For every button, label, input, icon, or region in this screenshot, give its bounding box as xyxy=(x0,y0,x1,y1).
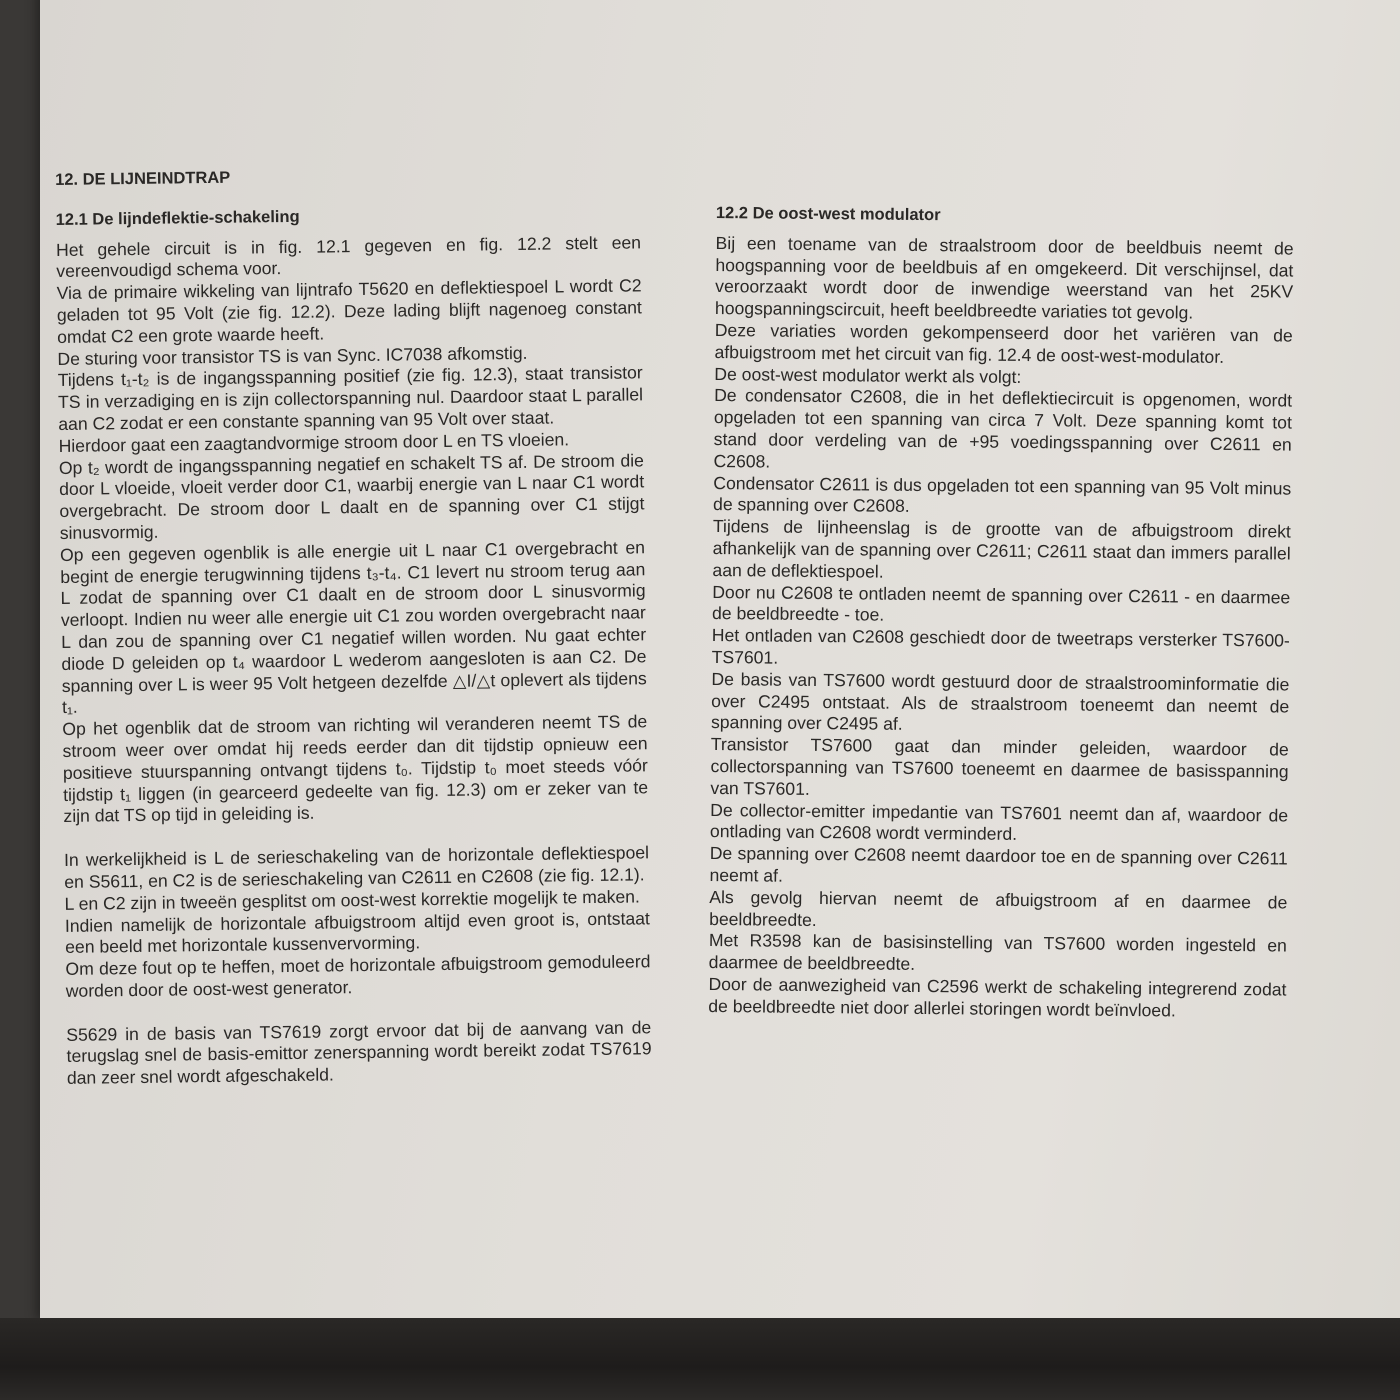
chapter-title: DE LIJNEINDTRAP xyxy=(82,168,231,189)
section-title: De oost-west modulator xyxy=(752,204,941,225)
paragraph: De sturing voor transistor TS is van Sync. IC7038 afkomstig. xyxy=(57,342,528,369)
paragraph: Condensator C2611 is dus opgeladen tot een spanning van 95 Volt minus de spanning over C2608. xyxy=(713,472,1292,517)
paragraph: Om deze fout op te heffen, moet de horizontale afbuigstroom gemoduleerd worden door de oost-west generator. xyxy=(65,951,651,1001)
section-number: 12.2 xyxy=(715,203,749,223)
dark-background-strip xyxy=(0,1318,1400,1400)
paragraph: Door nu C2608 te ontladen neemt de spanning over C2611 - en daarmee de beeldbreedte - toe. xyxy=(711,581,1291,625)
section-title: De lijndeflektie-schakeling xyxy=(92,207,300,229)
paragraph: Tijdens t₁-t₂ is de ingangsspanning positief (zie fig. 12.3), staat transistor TS in verzadiging en is zijn collectorspanning nul. Daardoor staat L parallel aan C2 zodat er een constante spanning van 95 Volt over staat. xyxy=(57,362,644,434)
paragraph: S5629 in de basis van TS7619 zorgt ervoor dat bij de aanvang van de terugslag snel de basis-emittor zenerspanning wordt bereikt zodat TS7619 dan zeer snel wordt afgeschakeld. xyxy=(66,1016,652,1089)
left-column xyxy=(55,162,652,1090)
section-heading-12-1 xyxy=(56,202,641,231)
paragraph: De condensator C2608, die in het deflektiecircuit is opgenomen, wordt opgeladen tot een spanning van circa 7 Volt. Deze spanning komt tot stand door verdeling van de +95 voedingsspanning over C2611 en C2608. xyxy=(713,385,1293,472)
paragraph: Tijdens de lijnheenslag is de grootte van de afbuigstroom direkt afhankelijk van de spanning over C2611; C2611 staat dan immers parallel aan de deflektiespoel. xyxy=(712,516,1291,582)
paragraph: Op het ogenblik dat de stroom van richting wil veranderen neemt TS de stroom weer over omdat hij reeds eerder dan dit tijdstip opnieuw een positieve stuurspanning ontvangt tijdens t₀. Tijdstip t₀ moet steeds vóór tijdstip t₁ liggen (in gearceerd gedeelte van fig. 12.3) om er zeker van te zijn dat TS op tijd in geleiding is. xyxy=(62,711,649,827)
paragraph: Indien namelijk de horizontale afbuigstroom altijd even groot is, ontstaat een beeld met horizontale kussenvervorming. xyxy=(64,907,650,958)
paragraph: Met R3598 kan de basisinstelling van TS7600 worden ingesteld en daarmee de beeldbreedte. xyxy=(708,930,1287,975)
chapter-number: 12. xyxy=(55,170,79,189)
paragraph: Op t₂ wordt de ingangsspanning negatief en schakelt TS af. De stroom die door L vloeide, vloeit verder door C1, waarbij energie van L naar C1 wordt overgebracht. De stroom door L daalt en de spanning over C1 stijgt sinusvormig. xyxy=(58,449,645,543)
paragraph: De spanning over C2608 neemt daardoor toe en de spanning over C2611 neemt af. xyxy=(709,843,1288,886)
right-column xyxy=(708,203,1294,1023)
paragraph: Het gehele circuit is in fig. 12.1 gegeven en fig. 12.2 stelt een vereenvoudigd schema voor. xyxy=(55,231,642,282)
paragraph: Deze variaties worden gekompenseerd door het variëren van de afbuigstroom met het circuit van fig. 12.4 de oost-west-modulator. xyxy=(714,319,1293,367)
paragraph: Het ontladen van C2608 geschiedt door de tweetraps versterker TS7600-TS7601. xyxy=(711,625,1290,668)
paragraph: De basis van TS7600 wordt gestuurd door de straalstroominformatie die over C2495 ontstaat. Als de straalstroom toeneemt dan neemt de spanning over C2495 af. xyxy=(710,668,1290,735)
paragraph: Als gevolg hiervan neemt de afbuigstroom af en daarmee de beeldbreedte. xyxy=(709,886,1288,930)
paragraph: Transistor TS7600 gaat dan minder geleiden, waardoor de collectorspanning van TS7600 toeneemt en daarmee de basisspanning van TS7601. xyxy=(710,734,1289,799)
section-heading-12-2 xyxy=(716,203,1294,230)
section-number: 12.1 xyxy=(55,210,88,229)
paragraph: De collector-emitter impedantie van TS7601 neemt dan af, waardoor de ontlading van C2608 wordt verminderd. xyxy=(709,799,1289,845)
paragraph: L en C2 zijn in tweeën gesplitst om oost-west korrektie mogelijk te maken. xyxy=(64,886,640,914)
paragraph: Door de aanwezigheid van C2596 werkt de schakeling integrerend zodat de beeldbreedte niet door allerlei storingen wordt beïnvloed. xyxy=(708,973,1287,1021)
paragraph: Bij een toename van de straalstroom door de beeldbuis neemt de hoogspanning voor de beeldbuis af en omgekeerd. Dit verschijnsel, dat veroorzaakt wordt door de inwendige weerstand van het 25KV hoogspanningscircuit, heeft beeldbreedte variaties tot gevolg. xyxy=(714,232,1294,323)
paragraph: De oost-west modulator werkt als volgt: xyxy=(714,363,1022,387)
paragraph: In werkelijkheid is L de serieschakeling van de horizontale deflektiespoel en S5611, en C2 is de serieschakeling van C2611 en C2608 (zie fig. 12.1). xyxy=(63,842,650,892)
paragraph: Op een gegeven ogenblik is alle energie uit L naar C1 overgebracht en begint de energie terugwinning tijdens t₃-t₄. C1 levert nu stroom terug aan L zodat de spanning over C1 daalt en de stroom door L sinusvormig verloopt. Indien nu weer alle energie uit C1 zou worden overgebracht naar L dan zou de spanning over C1 negatief willen worden. Nu gaat echter diode D geleiden op t₄ waardoor L wederom aangesloten is aan C2. De spanning over L is weer 95 Volt hetgeen dezelfde △I/△t oplevert als tijdens t₁. xyxy=(59,537,647,718)
paragraph: Via de primaire wikkeling van lijntrafo T5620 en deflektiespoel L wordt C2 geladen tot 95 Volt (zie fig. 12.2). Deze lading blijft nagenoeg constant omdat C2 een grote waarde heeft. xyxy=(56,275,642,347)
paragraph: Hierdoor gaat een zaagtandvormige stroom door L en TS vloeien. xyxy=(58,429,570,456)
